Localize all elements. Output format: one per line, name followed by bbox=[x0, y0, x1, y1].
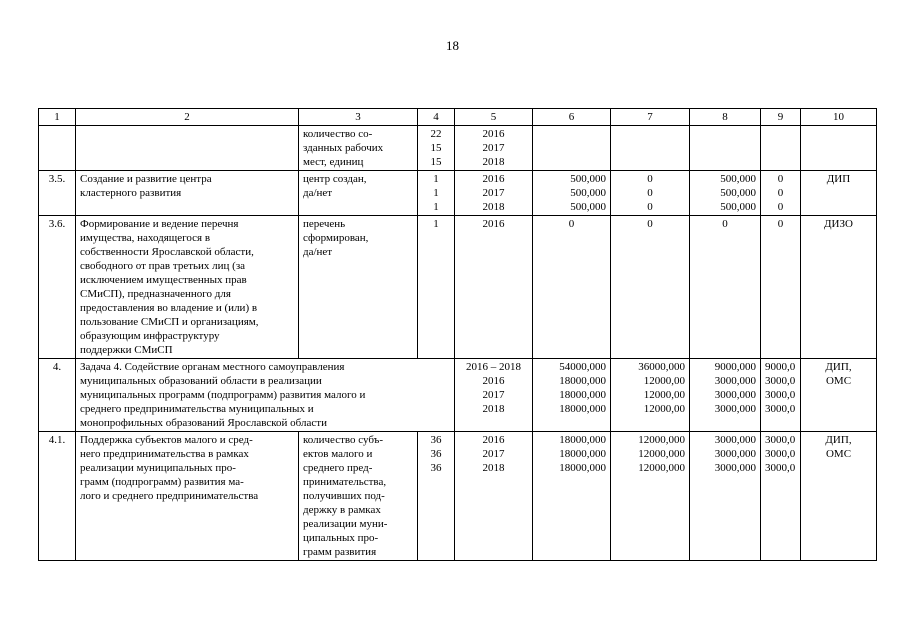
row-number: 4. bbox=[39, 359, 76, 432]
total-cell bbox=[533, 171, 611, 216]
federal-value: 0 bbox=[611, 216, 690, 359]
activity-name-line: собственности Ярославской области, bbox=[80, 246, 254, 258]
total-value: 500,000 bbox=[570, 173, 606, 185]
year: 2016 bbox=[482, 173, 505, 185]
federal-value: 12000,00 bbox=[643, 403, 685, 415]
year: 2017 bbox=[482, 389, 505, 401]
regional-value: 500,000 bbox=[720, 201, 756, 213]
indicator-line: ектов малого и bbox=[303, 448, 373, 460]
column-number: 4 bbox=[418, 109, 455, 126]
regional-cell bbox=[690, 432, 761, 561]
program-table bbox=[38, 108, 877, 561]
year: 2016 bbox=[455, 216, 533, 359]
activity-name-cell bbox=[76, 171, 299, 216]
activity-name-line: пользование СМиСП и организациям, bbox=[80, 316, 259, 328]
total-value: 54000,000 bbox=[559, 361, 606, 373]
indicator-value: 1 bbox=[433, 201, 439, 213]
total-value: 0 bbox=[533, 216, 611, 359]
federal-cell bbox=[611, 432, 690, 561]
regional-value: 500,000 bbox=[720, 187, 756, 199]
federal-value: 12000,00 bbox=[643, 375, 685, 387]
executor: ОМС bbox=[825, 375, 852, 387]
indicator-cell bbox=[299, 126, 418, 171]
federal-value: 12000,000 bbox=[638, 434, 685, 446]
year: 2017 bbox=[482, 448, 505, 460]
year-cell bbox=[455, 359, 533, 432]
indicator-line: зданных рабочих bbox=[303, 142, 384, 154]
column-number: 3 bbox=[299, 109, 418, 126]
indicator-cell bbox=[299, 216, 418, 359]
regional-value: 3000,000 bbox=[714, 375, 756, 387]
indicator-line: держку в рамках bbox=[303, 504, 381, 516]
year: 2016 – 2018 bbox=[466, 361, 521, 373]
table-row bbox=[39, 126, 877, 171]
column-number: 5 bbox=[455, 109, 533, 126]
local-cell bbox=[761, 432, 801, 561]
local-value: 3000,0 bbox=[765, 375, 796, 387]
year-cell bbox=[455, 171, 533, 216]
local-value: 3000,0 bbox=[765, 462, 796, 474]
activity-name-cell bbox=[76, 216, 299, 359]
activity-name-line: кластерного развития bbox=[80, 187, 182, 199]
local-value: 9000,0 bbox=[765, 361, 796, 373]
federal-value: 0 bbox=[647, 201, 653, 213]
regional-value: 3000,000 bbox=[714, 434, 756, 446]
local-value: 0 bbox=[761, 216, 801, 359]
regional-cell bbox=[690, 126, 761, 171]
year-cell bbox=[455, 432, 533, 561]
indicator-value: 36 bbox=[430, 434, 442, 446]
activity-name-line: образующим инфраструктуру bbox=[80, 330, 220, 342]
activity-name-line: Поддержка субъектов малого и сред- bbox=[80, 434, 253, 446]
indicator-line: да/нет bbox=[303, 246, 333, 258]
indicator-cell bbox=[299, 432, 418, 561]
indicator-line: принимательства, bbox=[303, 476, 387, 488]
activity-name-line: лого и среднего предпринимательства bbox=[80, 490, 259, 502]
regional-cell bbox=[690, 359, 761, 432]
indicator-value: 1 bbox=[433, 173, 439, 185]
activity-name-line: свободного от прав третьих лиц (за bbox=[80, 260, 246, 272]
table-row bbox=[39, 432, 877, 561]
task-name-line: монопрофильных образований Ярославской области bbox=[80, 417, 327, 429]
task-name-line: Задача 4. Содействие органам местного самоуправления bbox=[80, 361, 345, 373]
indicator-value-cell bbox=[418, 126, 455, 171]
indicator-value-cell bbox=[418, 432, 455, 561]
executor: ДИП bbox=[826, 173, 851, 185]
indicator-value-cell bbox=[418, 171, 455, 216]
total-value: 18000,000 bbox=[559, 462, 606, 474]
indicator-value: 15 bbox=[430, 142, 442, 154]
column-number: 2 bbox=[76, 109, 299, 126]
activity-name-line: исключением имущественных прав bbox=[80, 274, 247, 286]
executor-cell bbox=[801, 171, 877, 216]
local-cell bbox=[761, 126, 801, 171]
executor-cell bbox=[801, 432, 877, 561]
local-cell bbox=[761, 359, 801, 432]
row-number-cell bbox=[39, 126, 76, 171]
indicator-cell bbox=[299, 171, 418, 216]
table-row bbox=[39, 359, 877, 432]
activity-name-line: Создание и развитие центра bbox=[80, 173, 212, 185]
indicator-line: грамм развития bbox=[303, 546, 377, 558]
activity-name-cell bbox=[76, 126, 299, 171]
total-cell bbox=[533, 359, 611, 432]
task-name-line: муниципальных образований области в реализации bbox=[80, 375, 322, 387]
column-number: 9 bbox=[761, 109, 801, 126]
regional-value: 0 bbox=[690, 216, 761, 359]
activity-name-cell bbox=[76, 432, 299, 561]
indicator-line: среднего пред- bbox=[303, 462, 373, 474]
executor: ДИП, bbox=[825, 361, 852, 373]
column-number: 6 bbox=[533, 109, 611, 126]
executor: ДИП, bbox=[825, 434, 852, 446]
row-number: 4.1. bbox=[39, 432, 76, 561]
activity-name-line: поддержки СМиСП bbox=[80, 344, 173, 356]
total-value: 500,000 bbox=[570, 201, 606, 213]
executor-cell bbox=[801, 126, 877, 171]
activity-name-line: реализации муниципальных про- bbox=[80, 462, 236, 474]
federal-value: 0 bbox=[647, 187, 653, 199]
column-number: 8 bbox=[690, 109, 761, 126]
total-value: 18000,000 bbox=[559, 434, 606, 446]
page-number: 18 bbox=[446, 38, 459, 53]
federal-value: 36000,000 bbox=[638, 361, 685, 373]
year: 2016 bbox=[482, 128, 505, 140]
indicator-line: получивших под- bbox=[303, 490, 385, 502]
column-number: 1 bbox=[39, 109, 76, 126]
indicator-line: центр создан, bbox=[303, 173, 367, 185]
total-value: 18000,000 bbox=[559, 448, 606, 460]
federal-cell bbox=[611, 126, 690, 171]
task-name-line: муниципальных программ (подпрограмм) развития малого и bbox=[80, 389, 366, 401]
federal-value: 12000,000 bbox=[638, 462, 685, 474]
local-value: 0 bbox=[777, 187, 784, 199]
regional-value: 3000,000 bbox=[714, 389, 756, 401]
local-value: 3000,0 bbox=[765, 389, 796, 401]
year: 2018 bbox=[482, 462, 505, 474]
local-value: 0 bbox=[777, 173, 784, 185]
year: 2017 bbox=[482, 142, 505, 154]
federal-value: 0 bbox=[647, 173, 653, 185]
year: 2018 bbox=[482, 403, 505, 415]
regional-value: 9000,000 bbox=[714, 361, 756, 373]
executor: ДИЗО bbox=[801, 216, 877, 359]
local-value: 0 bbox=[777, 201, 784, 213]
indicator-line: перечень bbox=[303, 218, 346, 230]
indicator-line: реализации муни- bbox=[303, 518, 388, 530]
total-value: 18000,000 bbox=[559, 375, 606, 387]
indicator-value: 36 bbox=[430, 448, 442, 460]
activity-name-line: него предпринимательства в рамках bbox=[80, 448, 249, 460]
regional-value: 3000,000 bbox=[714, 448, 756, 460]
federal-cell bbox=[611, 171, 690, 216]
row-number: 3.5. bbox=[39, 171, 76, 216]
indicator-value: 1 bbox=[418, 216, 455, 359]
regional-value: 3000,000 bbox=[714, 403, 756, 415]
federal-cell bbox=[611, 359, 690, 432]
task-name-cell bbox=[76, 359, 455, 432]
local-value: 3000,0 bbox=[765, 448, 796, 460]
table-row bbox=[39, 171, 877, 216]
indicator-line: количество субъ- bbox=[303, 434, 384, 446]
local-value: 3000,0 bbox=[765, 403, 796, 415]
task-name-line: среднего предпринимательства муниципальных и bbox=[80, 403, 314, 415]
activity-name-line: имущества, находящегося в bbox=[80, 232, 211, 244]
indicator-line: мест, единиц bbox=[303, 156, 364, 168]
column-number: 10 bbox=[801, 109, 877, 126]
indicator-line: ципальных про- bbox=[303, 532, 379, 544]
regional-cell bbox=[690, 171, 761, 216]
local-cell bbox=[761, 171, 801, 216]
year: 2018 bbox=[482, 156, 505, 168]
indicator-line: да/нет bbox=[303, 187, 333, 199]
table-row bbox=[39, 216, 877, 359]
year: 2018 bbox=[482, 201, 505, 213]
activity-name-line: Формирование и ведение перечня bbox=[80, 218, 239, 230]
federal-value: 12000,00 bbox=[643, 389, 685, 401]
executor-cell bbox=[801, 359, 877, 432]
indicator-value: 36 bbox=[430, 462, 442, 474]
executor: ОМС bbox=[825, 448, 852, 460]
indicator-value: 15 bbox=[430, 156, 442, 168]
regional-value: 3000,000 bbox=[714, 462, 756, 474]
year-cell bbox=[455, 126, 533, 171]
year: 2017 bbox=[482, 187, 505, 199]
local-value: 3000,0 bbox=[765, 434, 796, 446]
total-value: 18000,000 bbox=[559, 403, 606, 415]
regional-value: 500,000 bbox=[720, 173, 756, 185]
row-number: 3.6. bbox=[39, 216, 76, 359]
column-number-row bbox=[39, 109, 877, 126]
indicator-value: 1 bbox=[433, 187, 439, 199]
total-value: 500,000 bbox=[570, 187, 606, 199]
activity-name-line: СМиСП), предназначенного для bbox=[80, 288, 231, 300]
federal-value: 12000,000 bbox=[638, 448, 685, 460]
total-value: 18000,000 bbox=[559, 389, 606, 401]
year: 2016 bbox=[482, 375, 505, 387]
year: 2016 bbox=[482, 434, 505, 446]
total-cell bbox=[533, 126, 611, 171]
indicator-line: сформирован, bbox=[303, 232, 369, 244]
activity-name-line: предоставления во владение и (или) в bbox=[80, 302, 258, 314]
activity-name-line: грамм (подпрограмм) развития ма- bbox=[80, 476, 244, 488]
total-cell bbox=[533, 432, 611, 561]
indicator-line: количество со- bbox=[303, 128, 373, 140]
indicator-value: 22 bbox=[430, 128, 442, 140]
column-number: 7 bbox=[611, 109, 690, 126]
